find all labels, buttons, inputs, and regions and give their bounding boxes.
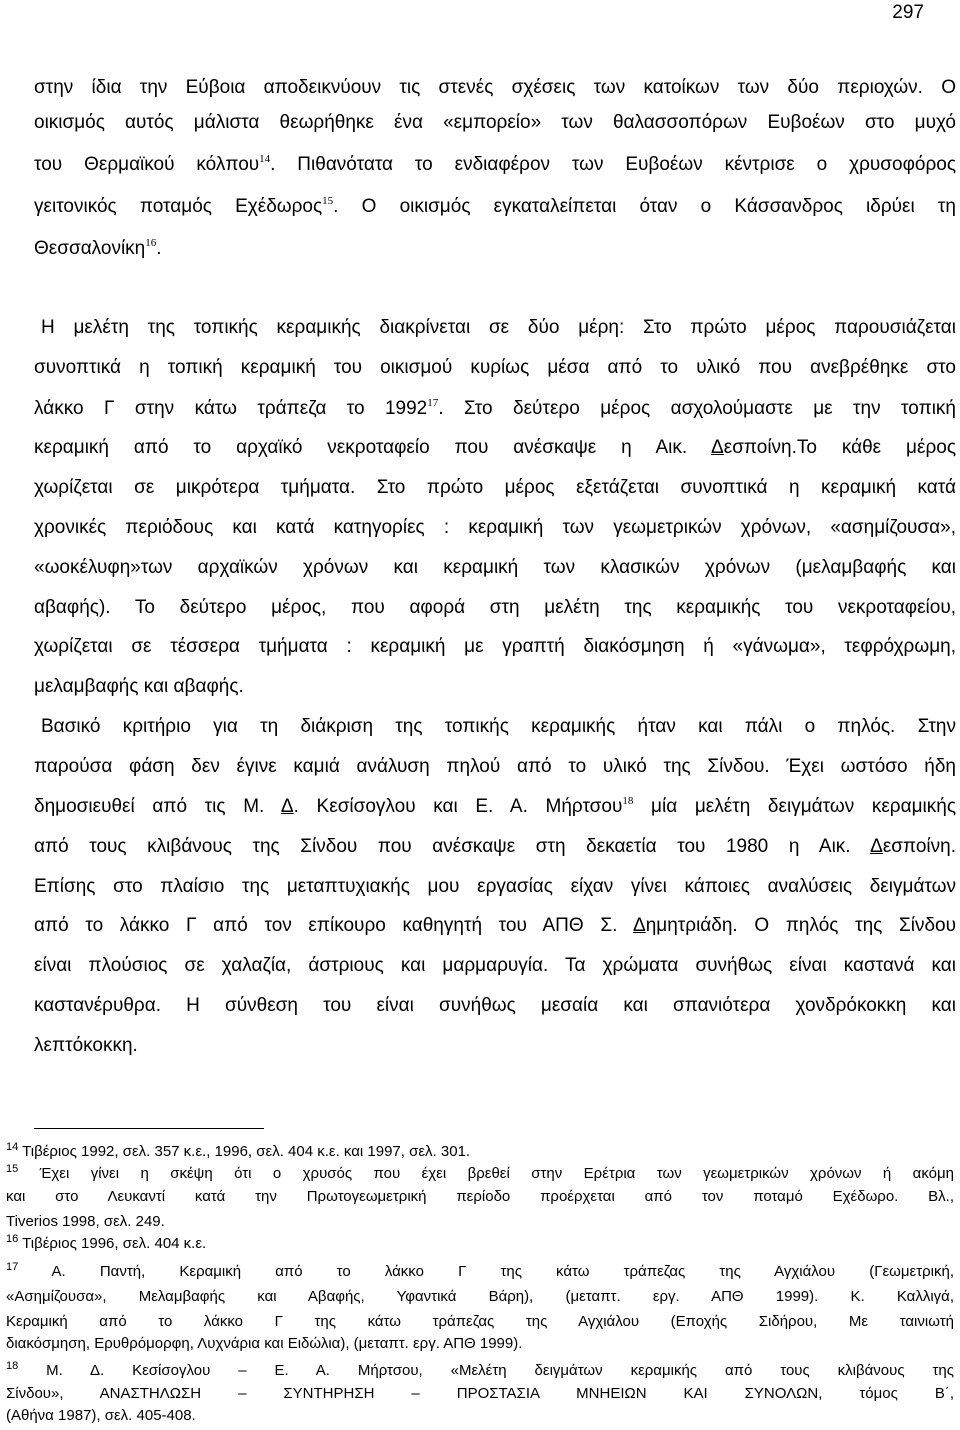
- footnote-ref: 18: [622, 795, 634, 807]
- footnote-15: $^{15}$ Έχει γίνει η σκέψη ότι ο χρυσός που έχει βρεθεί στην Ερέτρια των γεωμετρικών χρόνων ή ακόμη: [6, 1163, 954, 1182]
- text-line: του Θερμαϊκού κόλπου$^{14}$. Πιθανότατα το ενδιαφέρον των Ευβοέων κέντρισε ο χρυσοφόρος: [34, 153, 956, 175]
- text-line: λεπτόκοκκη.: [34, 1035, 138, 1056]
- text-line: οικισμός αυτός μάλιστα θεωρήθηκε ένα «εμπορείο» των θαλασσοπόρων Ευβοέων στο μυχό: [34, 112, 956, 133]
- text-line: «ωοκέλυφη»των αρχαϊκών χρόνων και κεραμική των κλασικών χρόνων (μελαμβαφής και: [34, 557, 956, 578]
- text-line: καστανέρυθρα. Η σύνθεση του είναι συνήθως μεσαία και σπανιότερα χονδρόκοκκη και: [34, 995, 956, 1016]
- footnote-ref: 14: [259, 153, 271, 165]
- footnote-text-line: και στο Λευκαντί κατά την Πρωτογεωμετρική περίοδο προέρχεται από τον ποταμό Εχέδωρο. Βλ.,: [6, 1188, 954, 1205]
- page-number: 297: [892, 2, 924, 23]
- text-line: κεραμική από το αρχαϊκό νεκροταφείο που ανέσκαψε η Αικ. Δεσποίνη.Το κάθε μέρος: [34, 437, 956, 458]
- text-line: παρούσα φάση δεν έγινε καμιά ανάλυση πηλού από το υλικό της Σίνδου. Έχει ωστόσο ήδη: [34, 756, 956, 777]
- text-line: Η μελέτη της τοπικής κεραμικής διακρίνεται σε δύο μέρη: Στο πρώτο μέρος παρουσιάζεται: [41, 317, 956, 338]
- footnote-ref: 17: [427, 397, 439, 409]
- text-line: χωρίζεται σε τέσσερα τμήματα : κεραμική με γραπτή διακόσμηση ή «γάνωμα», τεφρόχρωμη,: [34, 636, 956, 657]
- text-line: από το λάκκο Γ από τον επίκουρο καθηγητή του ΑΠΘ Σ. Δημητριάδη. Ο πηλός της Σίνδου: [34, 915, 956, 936]
- footnote-14: $^{14}$ Τιβέριος 1992, σελ. 357 κ.ε., 1996, σελ. 404 κ.ε. και 1997, σελ. 301.: [6, 1141, 471, 1160]
- footnote-text-line: Κεραμική από το λάκκο Γ της κάτω τράπεζας της Αγχιάλου (Εποχής Σιδήρου, Με ταινιωτή: [6, 1313, 954, 1330]
- text-line: μελαμβαφής και αβαφής.: [34, 676, 244, 697]
- text-line: Θεσσαλονίκη$^{16}$.: [34, 237, 162, 259]
- footnote-ref: 16: [145, 237, 157, 249]
- text-line: λάκκο Γ στην κάτω τράπεζα το 1992$^{17}$. Στο δεύτερο μέρος ασχολούμαστε με την τοπική: [34, 397, 956, 419]
- text-line: χρονικές περιόδους και κατά κατηγορίες : κεραμική των γεωμετρικών χρόνων, «ασημίζουσα»,: [34, 517, 956, 538]
- text-line: αβαφής). Το δεύτερο μέρος, που αφορά στη μελέτη της κεραμικής του νεκροταφείου,: [34, 597, 956, 618]
- footnote-16: $^{16}$ Τιβέριος 1996, σελ. 404 κ.ε.: [6, 1233, 207, 1252]
- footnote-separator: [34, 1128, 264, 1129]
- footnote-text-line: «Ασημίζουσα», Μελαμβαφής και Αβαφής, Υφαντικά Βάρη), (μεταπτ. εργ. ΑΠΘ 1999). Κ. Καλλιγά,: [6, 1288, 954, 1305]
- footnote-text-line: (Αθήνα 1987), σελ. 405-408.: [6, 1407, 196, 1424]
- footnote-text-line: Tiverios 1998, σελ. 249.: [6, 1213, 165, 1230]
- footnote-text-line: διακόσμηση, Ερυθρόμορφη, Λυχνάρια και Ειδώλια), (μεταπτ. εργ. ΑΠΘ 1999).: [6, 1335, 523, 1352]
- text-line: στην ίδια την Εύβοια αποδεικνύουν τις στενές σχέσεις των κατοίκων των δύο περιοχών. Ο: [34, 77, 956, 98]
- text-line: δημοσιευθεί από τις Μ. Δ. Κεσίσογλου και Ε. Α. Μήρτσου$^{18}$ μία μελέτη δειγμάτων κεραμικής: [34, 795, 956, 817]
- footnote-17: $^{17}$ Α. Παντή, Κεραμική από το λάκκο Γ της κάτω τράπεζας της Αγχιάλου (Γεωμετρική,: [6, 1261, 954, 1280]
- text-line: γειτονικός ποταμός Εχέδωρος$^{15}$. Ο οικισμός εγκαταλείπεται όταν ο Κάσσανδρος ιδρύει τη: [34, 195, 956, 217]
- footnote-ref: 15: [322, 195, 334, 207]
- text-line: Επίσης στο πλαίσιο της μεταπτυχιακής μου εργασίας είχαν γίνει κάποιες αναλύσεις δειγμάτων: [34, 876, 956, 897]
- text-line: χωρίζεται σε μικρότερα τμήματα. Στο πρώτο μέρος εξετάζεται συνοπτικά η κεραμική κατά: [34, 477, 956, 498]
- text-line: συνοπτικά η τοπική κεραμική του οικισμού κυρίως μέσα από το υλικό που ανεβρέθηκε στο: [34, 357, 956, 378]
- footnote-18: $^{18}$ Μ. Δ. Κεσίσογλου – Ε. Α. Μήρτσου, «Μελέτη δειγμάτων κεραμικής από τους κλιβάνους της: [6, 1360, 954, 1379]
- text-line: από τους κλιβάνους της Σίνδου που ανέσκαψε στη δεκαετία του 1980 η Αικ. Δεσποίνη.: [34, 836, 956, 857]
- text-line: Βασικό κριτήριο για τη διάκριση της τοπικής κεραμικής ήταν και πάλι ο πηλός. Στην: [41, 716, 956, 737]
- text-line: είναι πλούσιος σε χαλαζία, άστριους και μαρμαρυγία. Τα χρώματα συνήθως είναι καστανά και: [34, 955, 956, 976]
- footnote-text-line: Σίνδου», ΑΝΑΣΤΗΛΩΣΗ – ΣΥΝΤΗΡΗΣΗ – ΠΡΟΣΤΑΣΙΑ ΜΝΗΕΙΩΝ ΚΑΙ ΣΥΝΟΛΩΝ, τόμος Β΄,: [6, 1385, 954, 1402]
